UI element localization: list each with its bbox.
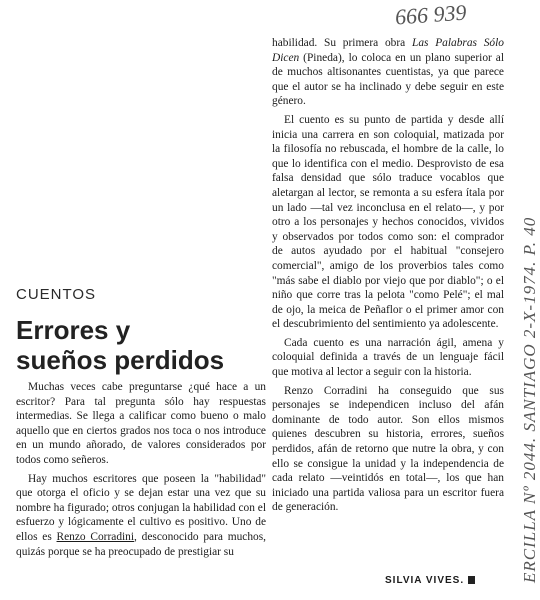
- author-name: Renzo Corradini: [56, 530, 135, 543]
- left-paragraph-2: [16, 472, 266, 560]
- headline-line-2: sueños perdidos: [16, 345, 225, 375]
- text: (Pineda), lo coloca en un plano superior al de muchos altisonantes cuentistas, ya que parece que el autor se ha inclinado y debe seguir en este género.: [272, 51, 504, 108]
- left-column: [16, 380, 266, 563]
- left-paragraph-1: Muchas veces cabe preguntarse ¿qué hace a un escritor? Para tal pregunta sólo hay respuestas intermedias. Se llega a calificar como bueno o malo aquello que en ciertos grados nos toca o nos introduce en un mundo añorado, de valores considerados por todos como señeros.: [16, 381, 266, 466]
- text: habilidad. Su primera obra: [272, 37, 412, 49]
- right-paragraph-2: Cada cuento es una narración ágil, amena y coloquial definida a través de un lenguaje fácil que motiva al lector a seguir con la historia.: [272, 336, 504, 379]
- signature-text: SILVIA VIVES.: [385, 575, 465, 586]
- text: Hay muchos escritores que poseen la "habilidad" que otorga el oficio y se dejan estar una vez que su nombre ha figurado; otros conjugan la habilidad con el esfuerzo y lógicamente el cultivo es positivo. Uno de ellos es: [16, 472, 266, 543]
- right-paragraph-3: Renzo Corradini ha conseguido que sus personajes se independicen incluso del afán dominante de todo autor. Son ellos mismos quienes descubren su historia, errores, sueños perdidos, afán de retorno que nutre la obra, y con ello se consigue la unidad y la independencia de cada relato —veintidós en total—, los que han iniciado una partida valiosa para un escritor fuera de generación.: [272, 384, 504, 514]
- handwritten-number: 666 939: [394, 0, 468, 30]
- book-title: Las Palabras Sólo Dicen: [272, 37, 504, 64]
- right-paragraph-0: [272, 36, 504, 109]
- end-mark: [468, 576, 475, 584]
- headline: [16, 315, 266, 375]
- right-paragraph-1: El cuento es su punto de partida y desde allí inicia una carrera en son coloquial, matizada por la filosofía no rebuscada, el hombre de la calle, lo que lo identifica con el medio. Desprovisto de esa falsa densidad que sólo traduce vocablos que aletargan al lector, se remonta a su esfera ítala por un lado —tal vez inconclusa en el relato—, y por otro a los personajes y hechos conocidos, vividos y observados por todos como son: el comprador de autos ayudado por el habitual "consejero comercial", amigo de los proverbios tales como "más sabe el diablo por viejo que por diablo"; o el niño que corre tras la pelota "como Pelé"; el mal de ojo, la meica de Peñaflor o el primer amor con el descubrimiento del sentimiento ya adolescente.: [272, 113, 504, 331]
- headline-line-1: Errores y: [16, 315, 131, 345]
- right-column: [272, 36, 504, 519]
- signature: [385, 575, 475, 586]
- section-label: CUENTOS: [16, 286, 97, 303]
- text: , desconocido para muchos, quizás porque se ha preocupado de prestigiar su: [16, 530, 266, 558]
- handwritten-side-note: ERCILLA Nº 2044. SANTIAGO 2-X-1974. P. 40: [520, 216, 539, 583]
